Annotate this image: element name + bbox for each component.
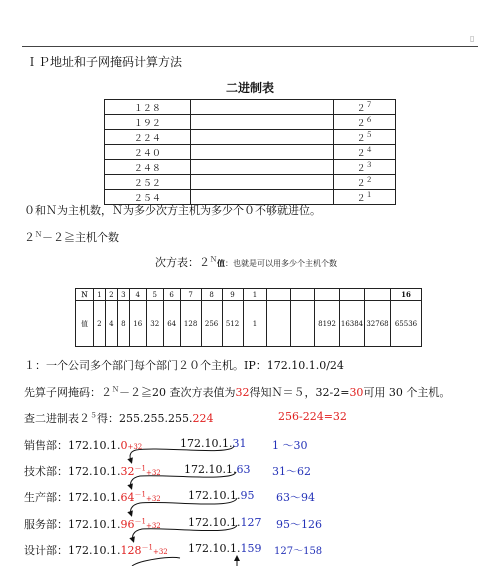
power-table-header-cell: 3 <box>117 289 129 301</box>
power-table-value-cell: 1 <box>243 301 267 347</box>
binary-value: ２４８ <box>105 160 191 175</box>
power-table-value-cell: 128 <box>180 301 201 347</box>
power-table-value-cell: 16384 <box>340 301 365 347</box>
binary-value: ２５２ <box>105 175 191 190</box>
power-table-header-cell: Ｎ <box>76 289 94 301</box>
corner-mark: ▯ <box>470 34 475 43</box>
power-table-value-cell: 64 <box>163 301 180 347</box>
power-table-value-cell: 8 <box>117 301 129 347</box>
binary-value: ２４０ <box>105 145 191 160</box>
power-table-value-cell: 8192 <box>315 301 340 347</box>
step-binary-lookup: 查二进制表$2^5$得：255.255.255.224 <box>24 411 214 425</box>
note-host-count: ０和Ｎ为主机数，Ｎ为多少次方主机为多少个０不够就进位。 <box>24 204 321 217</box>
power-table-header-cell: 2 <box>105 289 117 301</box>
binary-value: ２５４ <box>105 190 191 205</box>
power-table-header-cell: 7 <box>180 289 201 301</box>
binary-power: $2^3$ <box>334 160 396 175</box>
department-range-service: 95～126 <box>276 518 322 531</box>
department-end-design: 172.10.1.159 <box>188 542 262 555</box>
power-table-header-cell: 6 <box>163 289 180 301</box>
arrow-design-tail <box>132 557 180 566</box>
department-row-tech: 技术部：$172.10.1.32^{-1}+32$ <box>24 464 161 478</box>
power-table-value-cell: 512 <box>222 301 243 347</box>
power-table-header-cell: 1 <box>243 289 267 301</box>
binary-power: $2^6$ <box>334 115 396 130</box>
arrow-tech-to-production <box>131 472 236 487</box>
binary-value: １９２ <box>105 115 191 130</box>
binary-power: $2^5$ <box>334 130 396 145</box>
power-table-value-cell: 32 <box>146 301 163 347</box>
department-row-production: 生产部：$172.10.1.64^{-1}+32$ <box>24 490 161 504</box>
department-range-tech: 31～62 <box>272 465 311 478</box>
power-table-header-cell: 4 <box>129 289 146 301</box>
arrow-service-to-design <box>133 525 237 540</box>
department-range-sales: 1 ～30 <box>272 439 308 452</box>
problem-statement: １：一个公司多个部门每个部门２０个主机。IP：172.10.1.0/24 <box>24 359 344 372</box>
department-row-service: 服务部：$172.10.1.96^{-1}+32$ <box>24 517 161 531</box>
department-range-design: 127～158 <box>274 546 323 557</box>
arrow-sales-to-tech <box>130 446 234 461</box>
power-table-header-cell: 16 <box>390 289 421 301</box>
power-table-value-cell: 32768 <box>365 301 391 347</box>
note-formula: $2^N-2≧$主机个数 <box>24 230 119 244</box>
arrow-production-to-service <box>131 498 237 514</box>
power-table-value-cell: 16 <box>129 301 146 347</box>
department-range-production: 63～94 <box>276 491 315 504</box>
department-row-sales: 销售部：172.10.1.0+32 <box>24 439 143 452</box>
binary-power: $2^1$ <box>334 190 396 205</box>
department-end-sales: 172.10.1.31 <box>180 437 247 450</box>
power-table-header-cell: 5 <box>146 289 163 301</box>
binary-table-heading: 二进制表 <box>226 81 275 95</box>
department-row-design: 设计部：$172.10.1.128^{-1}+32$ <box>24 543 168 557</box>
department-end-tech: 172.10.1.63 <box>184 463 251 476</box>
power-table-value-cell: 4 <box>105 301 117 347</box>
power-table-value-cell: 值 <box>76 301 94 347</box>
power-table-value-cell: 2 <box>93 301 105 347</box>
block-size-calc: 256-224=32 <box>278 410 347 423</box>
binary-value: １２８ <box>105 100 191 115</box>
binary-value: ２２４ <box>105 130 191 145</box>
binary-power: $2^4$ <box>334 145 396 160</box>
power-table-header-cell: 9 <box>222 289 243 301</box>
binary-power: $2^7$ <box>334 100 396 115</box>
department-end-production: 172.10.1.95 <box>188 489 255 502</box>
power-table-header-cell: 1 <box>93 289 105 301</box>
power-table-header-cell: 8 <box>201 289 222 301</box>
document-title: ＩＰ地址和子网掩码计算方法 <box>26 55 183 69</box>
step-subnet-mask: 先算子网掩码：$2^N-2≧20$ 查次方表值为32得知Ｎ＝５，32-2=30可用 30 个主机。 <box>24 385 451 399</box>
department-end-service: 172.10.1.127 <box>188 516 262 529</box>
binary-power: $2^2$ <box>334 175 396 190</box>
power-table-value-cell: 65536 <box>390 301 421 347</box>
power-table-heading: 次方表：$2^N$值：也就是可以用多少个主机个数 <box>155 255 337 269</box>
power-table-value-cell: 256 <box>201 301 222 347</box>
